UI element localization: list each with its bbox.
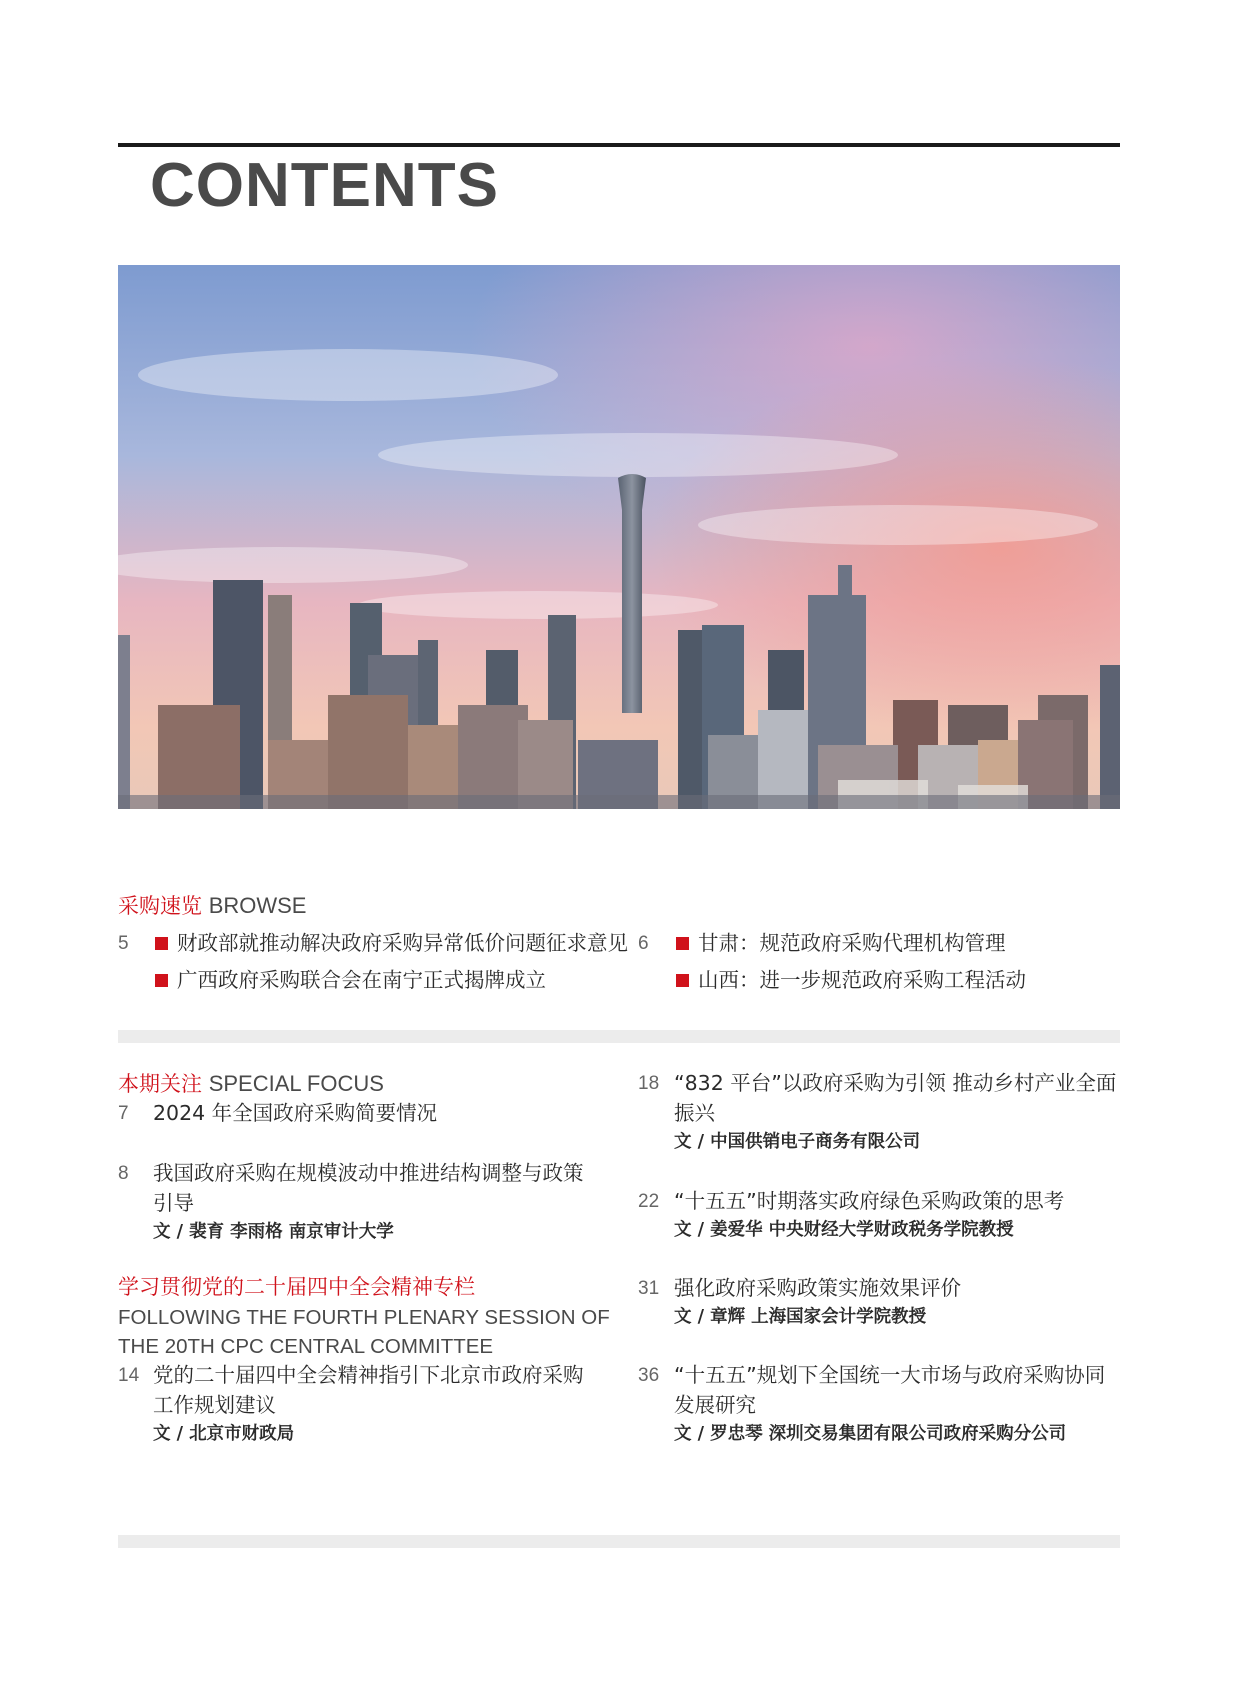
article-author: 文 / 裴育 李雨格 南京审计大学 [153, 1222, 394, 1242]
page-number: 22 [638, 1191, 660, 1212]
article-author: 文 / 姜爱华 中央财经大学财政税务学院教授 [674, 1220, 1014, 1240]
browse-item-label: 广西政府采购联合会在南宁正式揭牌成立 [177, 968, 546, 992]
article-title[interactable]: “十五五”时期落实政府绿色采购政策的思考 [674, 1189, 1065, 1213]
article-author: 文 / 北京市财政局 [153, 1424, 295, 1444]
browse-item[interactable] [676, 928, 1006, 958]
red-square-bullet [676, 937, 689, 950]
page-number: 8 [118, 1163, 129, 1184]
article-title-continued[interactable]: 发展研究 [674, 1393, 756, 1417]
article-author: 文 / 罗忠琴 深圳交易集团有限公司政府采购分公司 [674, 1424, 1067, 1444]
top-rule [118, 143, 1120, 147]
article-title[interactable]: “十五五”规划下全国统一大市场与政府采购协同 [674, 1363, 1106, 1387]
red-square-bullet [676, 974, 689, 987]
browse-item[interactable] [155, 928, 628, 958]
column-heading-cn: 学习贯彻党的二十届四中全会精神专栏 [118, 1275, 475, 1299]
page-number: 6 [638, 933, 649, 954]
red-square-bullet [155, 937, 168, 950]
article-author: 文 / 章辉 上海国家会计学院教授 [674, 1307, 927, 1327]
page-title: CONTENTS [150, 151, 499, 220]
article-title-continued[interactable]: 引导 [153, 1191, 194, 1215]
article-title[interactable]: 2024 年全国政府采购简要情况 [153, 1101, 438, 1125]
focus-heading [118, 1070, 384, 1098]
page-number: 18 [638, 1073, 660, 1094]
column-heading-en-line2: THE 20TH CPC CENTRAL COMMITTEE [118, 1335, 494, 1358]
browse-item-label: 甘肃：规范政府采购代理机构管理 [698, 931, 1006, 955]
focus-heading-cn: 本期关注 [118, 1072, 202, 1096]
article-author: 文 / 中国供销电子商务有限公司 [674, 1132, 921, 1152]
page-number: 31 [638, 1278, 660, 1299]
hero-image [118, 265, 1120, 809]
browse-heading-cn: 采购速览 [118, 894, 202, 918]
column-heading-en-line1: FOLLOWING THE FOURTH PLENARY SESSION OF [118, 1306, 610, 1329]
article-title[interactable]: 党的二十届四中全会精神指引下北京市政府采购 [153, 1363, 584, 1387]
browse-item[interactable] [155, 965, 546, 995]
page-number: 36 [638, 1365, 660, 1386]
browse-item[interactable] [676, 965, 1026, 995]
divider-band [118, 1030, 1120, 1043]
browse-heading-en: BROWSE [208, 893, 307, 918]
browse-item-label: 财政部就推动解决政府采购异常低价问题征求意见 [177, 931, 628, 955]
focus-heading-en: SPECIAL FOCUS [208, 1071, 384, 1096]
red-square-bullet [155, 974, 168, 987]
browse-heading [118, 892, 306, 920]
page-number: 14 [118, 1365, 140, 1386]
page-number: 5 [118, 933, 129, 954]
article-title[interactable]: 强化政府采购政策实施效果评价 [674, 1276, 961, 1300]
browse-item-label: 山西：进一步规范政府采购工程活动 [698, 968, 1026, 992]
divider-band [118, 1535, 1120, 1548]
page-number: 7 [118, 1103, 129, 1124]
article-title-continued[interactable]: 工作规划建议 [153, 1393, 276, 1417]
article-title-continued[interactable]: 振兴 [674, 1101, 715, 1125]
article-title[interactable]: “832 平台”以政府采购为引领 推动乡村产业全面 [674, 1071, 1117, 1095]
article-title[interactable]: 我国政府采购在规模波动中推进结构调整与政策 [153, 1161, 584, 1185]
column-heading [118, 1273, 475, 1301]
